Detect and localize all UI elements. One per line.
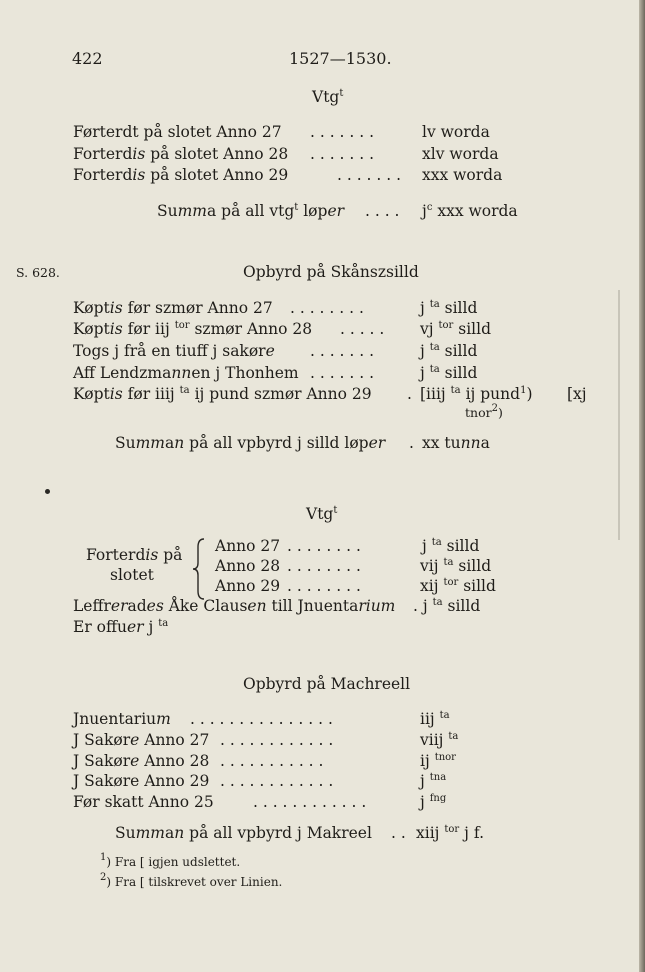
section2-sum-dots: . bbox=[409, 434, 414, 452]
section3-row-1-label: Anno 27 bbox=[215, 537, 281, 555]
margin-note: S. 628. bbox=[16, 265, 60, 280]
section4-sum-dots: . . bbox=[391, 824, 406, 842]
section1-row-1-value: lv worda bbox=[422, 123, 490, 141]
section3-left-label-2: slotet bbox=[110, 566, 154, 584]
section2-row-1-dots: . . . . . . . . bbox=[290, 299, 364, 317]
section4-row-5: Før skatt Anno 25 bbox=[73, 793, 214, 811]
section2-row-5-value: [iiij $^{ta}$ ij pund$^1$) bbox=[420, 385, 533, 403]
section2-row-4-value: j $^{ta}$ silld bbox=[420, 364, 478, 382]
section4-row-2-dots: . . . . . . . . . . . . bbox=[220, 731, 334, 749]
section2-row-5-dots: . bbox=[407, 385, 412, 403]
footnote-1: $^1$) Fra [ igjen udslettet. bbox=[100, 852, 241, 869]
ink-dot bbox=[45, 489, 50, 494]
section4-row-3-value: ij $^{tnor}$ bbox=[420, 752, 456, 770]
section1-row-3-label: Forterdis på slotet Anno 29 bbox=[73, 166, 289, 184]
section2-title: Opbyrd på Skånszsilld bbox=[243, 263, 419, 281]
section2-sum: Summan på all vpbyrd j silld løper bbox=[115, 434, 386, 452]
section2-row-4-dots: . . . . . . . bbox=[310, 364, 375, 382]
section3-leffrerades-value: . j $^{ta}$ silld bbox=[413, 597, 481, 615]
section2-row-2-dots: . . . . . bbox=[340, 320, 385, 338]
section4-sum-value: xiij $^{tor}$ j f. bbox=[416, 824, 484, 842]
page-edge bbox=[639, 0, 645, 972]
section2-row-3-dots: . . . . . . . bbox=[310, 342, 375, 360]
section1-row-2-label: Forterdis på slotet Anno 28 bbox=[73, 145, 289, 163]
section4-row-1-dots: . . . . . . . . . . . . . . . bbox=[190, 710, 333, 728]
section2-row-1: Køptis før szmør Anno 27 bbox=[73, 299, 273, 317]
section1-row-1-label: Førterdt på slotet Anno 27 bbox=[73, 123, 282, 141]
section4-row-2-value: viij $^{ta}$ bbox=[420, 731, 459, 749]
page-crease bbox=[618, 290, 620, 540]
section1-row-3-value: xxx worda bbox=[422, 166, 503, 184]
section4-row-4-value: j $^{tna}$ bbox=[420, 772, 447, 790]
section4-row-5-dots: . . . . . . . . . . . . bbox=[253, 793, 367, 811]
section1-sum: Summa på all vtg$^t$ løper bbox=[157, 202, 345, 220]
section1-row-2-value: xlv worda bbox=[422, 145, 499, 163]
section2-row-5: Køptis før iiij $^{ta}$ ij pund szmør Anno 29 bbox=[73, 385, 372, 403]
section1-title: Vtg$^t$ bbox=[312, 88, 344, 106]
section3-title: Vtg$^t$ bbox=[306, 505, 338, 523]
section2-row-5-tail: [xj bbox=[567, 385, 587, 403]
section2-row-4: Aff Lendzmannen j Thonhem bbox=[73, 364, 299, 382]
section4-row-4: J Sakøre Anno 29 bbox=[73, 772, 210, 790]
section2-row-2-value: vj $^{tor}$ silld bbox=[420, 320, 492, 338]
section3-row-3-value: xij $^{tor}$ silld bbox=[420, 577, 496, 595]
section4-title: Opbyrd på Machreell bbox=[243, 675, 411, 693]
section1-sum-dots: . . . . bbox=[365, 202, 400, 220]
footnote-2: $^2$) Fra [ tilskrevet over Linien. bbox=[100, 872, 283, 889]
section3-row-3-label: Anno 29 bbox=[215, 577, 281, 595]
section4-row-3-dots: . . . . . . . . . . . bbox=[220, 752, 324, 770]
section3-row-2-dots: . . . . . . . . bbox=[287, 557, 361, 575]
section4-row-2: J Sakøre Anno 27 bbox=[73, 731, 210, 749]
section1-sum-value: $j^c$ xxx worda bbox=[422, 202, 518, 220]
section3-row-2-label: Anno 28 bbox=[215, 557, 281, 575]
section3-left-label: Forterdis på bbox=[86, 546, 183, 564]
section4-row-4-dots: . . . . . . . . . . . . bbox=[220, 772, 334, 790]
section3-leffrerades: Leffrerades Åke Clausen till Jnuentarium bbox=[73, 597, 396, 615]
section4-row-1-value: iij $^{ta}$ bbox=[420, 710, 450, 728]
section1-row-3-dots: . . . . . . . bbox=[337, 166, 402, 184]
brace-icon bbox=[192, 537, 206, 601]
section1-row-1-dots: . . . . . . . bbox=[310, 123, 375, 141]
section4-sum: Summan på all vpbyrd j Makreel bbox=[115, 824, 372, 842]
page-number: 422 bbox=[72, 49, 103, 68]
section3-row-3-dots: . . . . . . . . bbox=[287, 577, 361, 595]
page-years: 1527—1530. bbox=[289, 49, 392, 68]
section1-row-2-dots: . . . . . . . bbox=[310, 145, 375, 163]
section2-row-3-value: j $^{ta}$ silld bbox=[420, 342, 478, 360]
section2-sum-value: xx tunna bbox=[422, 434, 490, 452]
section2-row-3: Togs j frå en tiuff j sakøre bbox=[73, 342, 275, 360]
section3-row-1-value: j $^{ta}$ silld bbox=[422, 537, 480, 555]
section4-row-1: Jnuentarium bbox=[73, 710, 171, 728]
section2-wrap: tnor$^2$) bbox=[465, 403, 503, 420]
section4-row-5-value: j $^{fng}$ bbox=[420, 793, 447, 811]
section3-row-2-value: vij $^{ta}$ silld bbox=[420, 557, 492, 575]
section4-row-3: J Sakøre Anno 28 bbox=[73, 752, 210, 770]
section2-row-1-value: j $^{ta}$ silld bbox=[420, 299, 478, 317]
section3-row-1-dots: . . . . . . . . bbox=[287, 537, 361, 555]
section3-offuer: Er offuer j $^{ta}$ bbox=[73, 618, 169, 636]
section2-row-2: Køptis før iij $^{tor}$ szmør Anno 28 bbox=[73, 320, 313, 338]
